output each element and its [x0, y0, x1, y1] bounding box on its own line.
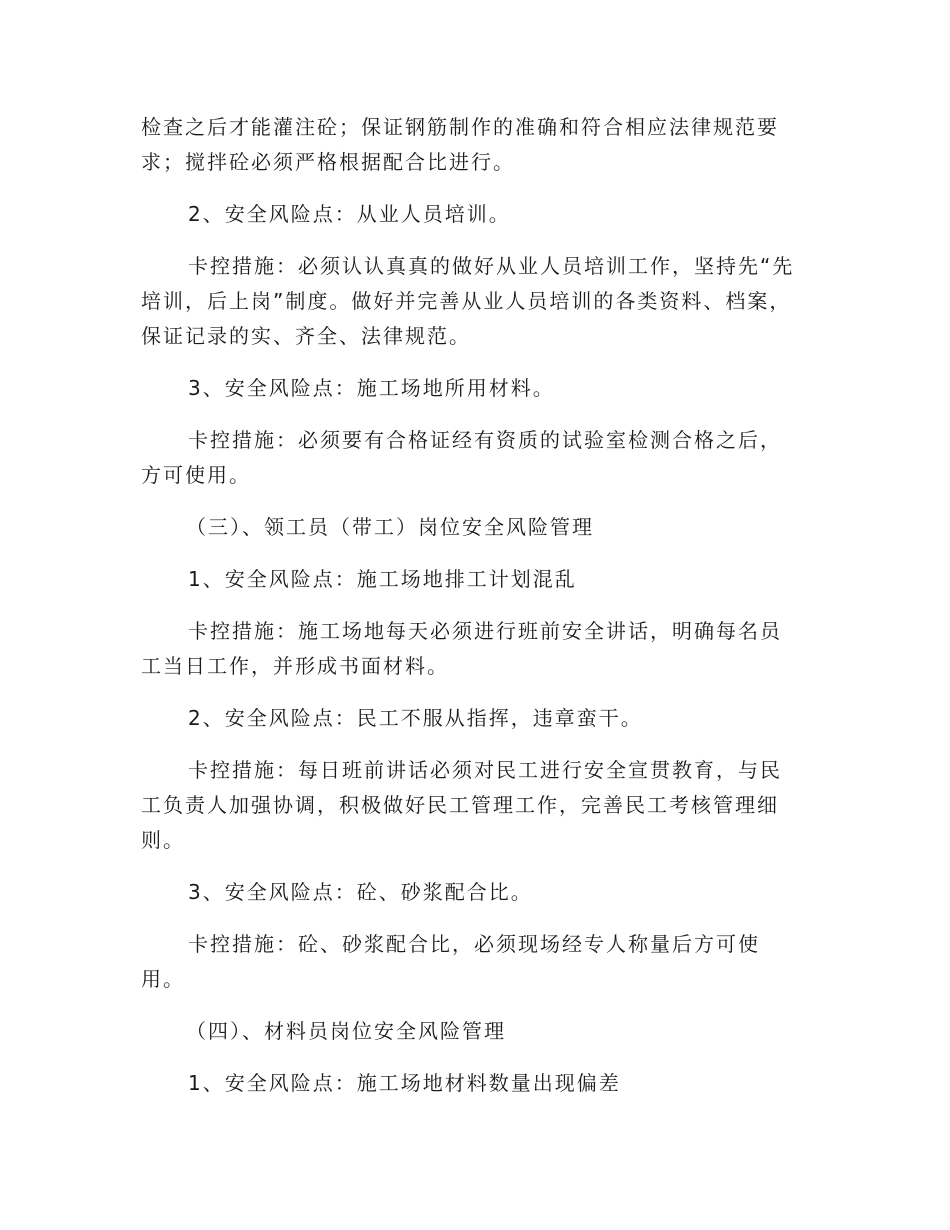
section-heading-3: （三）、领工员（带工）岗位安全风险管理 — [186, 515, 594, 539]
section-heading-4: （四）、材料员岗位安全风险管理 — [186, 1019, 506, 1043]
risk-point-3-materials: 3、安全风险点：施工场地所用材料。 — [188, 376, 555, 400]
control-measure-mix-ratio: 卡控措施：砼、砂浆配合比，必须现场经专人称量后方可使用。 — [141, 932, 760, 991]
paragraph-continuation: 检查之后才能灌注砼；保证钢筋制作的准确和符合相应法律规范要求；搅拌砼必须严格根据配合比进行。 — [141, 115, 779, 174]
control-measure-training: 卡控措施：必须认认真真的做好从业人员培训工作，坚持先“先培训，后上岗”制度。做好并完善从业人员培训的各类资料、档案，保证记录的实、齐全、法律规范。 — [141, 254, 795, 348]
control-measure-scheduling: 卡控措施：施工场地每天必须进行班前安全讲话，明确每名员工当日工作，并形成书面材料。 — [141, 619, 782, 678]
risk-point-1-material-quantity: 1、安全风险点：施工场地材料数量出现偏差 — [188, 1071, 621, 1095]
risk-point-1-scheduling: 1、安全风险点：施工场地排工计划混乱 — [188, 567, 577, 591]
risk-point-2-training: 2、安全风险点：从业人员培训。 — [188, 202, 511, 226]
risk-point-3-mix-ratio: 3、安全风险点：砼、砂浆配合比。 — [188, 880, 533, 904]
document-body — [141, 110, 801, 1118]
control-measure-workers: 卡控措施：每日班前讲话必须对民工进行安全宣贯教育，与民工负责人加强协调，积极做好民工管理工作，完善民工考核管理细则。 — [141, 758, 782, 852]
control-measure-materials: 卡控措施：必须要有合格证经有资质的试验室检测合格之后，方可使用。 — [141, 428, 782, 487]
risk-point-2-workers: 2、安全风险点：民工不服从指挥，违章蛮干。 — [188, 706, 643, 730]
